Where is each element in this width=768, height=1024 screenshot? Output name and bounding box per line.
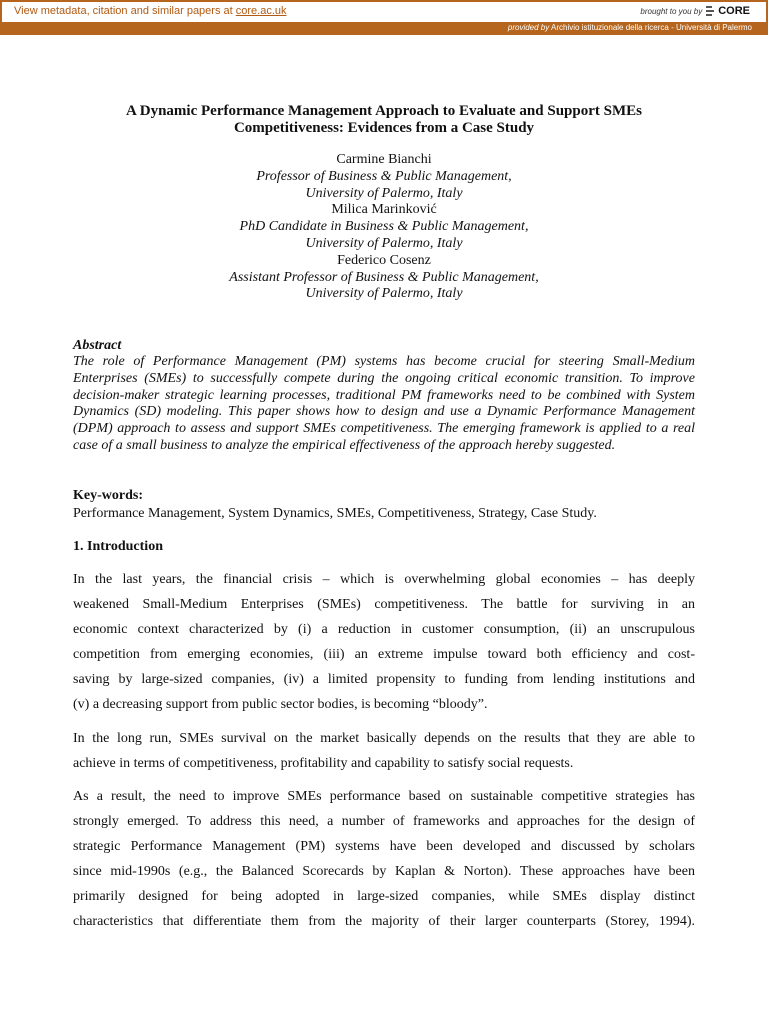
text-line: competition from emerging economies, (iii) an extreme impulse toward both efficiency and cost-	[73, 647, 695, 662]
paragraph-2	[73, 726, 695, 776]
text-line: strategic Performance Management (PM) systems have been developed and discussed by scholars	[73, 839, 695, 854]
author-role: PhD Candidate in Business & Public Management,	[239, 219, 529, 235]
title-line-1: A Dynamic Performance Management Approach to Evaluate and Support SMEs	[126, 103, 642, 119]
author-affiliation: University of Palermo, Italy	[305, 185, 463, 201]
text-line: weakened Small-Medium Enterprises (SMEs) competitiveness. The battle for surviving in an	[73, 597, 695, 612]
author-role: Professor of Business & Public Management,	[256, 168, 512, 184]
abstract-text: The role of Performance Management (PM) systems has become crucial for steering Small-Medium Enterprises (SMEs) to successfully compete during the ongoing critical economic transition. To improve decision-maker strategic learning processes, traditional PM frameworks need to be combined with System Dynamics (SD) modeling. This paper shows how to design and use a Dynamic Performance Management (DPM) approach to assess and support SMEs competitiveness. The emerging framework is applied to a real case of a small business to analyze the empirical effectiveness of the approach hereby suggested.	[73, 354, 695, 453]
core-link[interactable]: core.ac.uk	[235, 5, 287, 17]
text-line: economic context characterized by (i) a reduction in customer consumption, (ii) an unscrupulous	[73, 622, 695, 637]
core-brought-by[interactable]	[640, 5, 750, 17]
core-banner	[0, 0, 768, 22]
author-role: Assistant Professor of Business & Public Management,	[229, 269, 539, 285]
text-line: saving by large-sized companies, (iv) a limited propensity to funding from lending institutions and	[73, 672, 695, 687]
provided-by-text[interactable]	[508, 23, 752, 32]
text-line: achieve in terms of competitiveness, profitability and capability to satisfy social requests.	[73, 756, 574, 771]
core-provided-bar	[0, 22, 768, 35]
text-line: In the last years, the financial crisis – which is overwhelming global economies – has deeply	[73, 572, 695, 587]
text-line: As a result, the need to improve SMEs performance based on sustainable competitive strategies has	[73, 789, 695, 804]
author-block	[60, 152, 708, 303]
abstract-heading: Abstract	[73, 338, 122, 353]
section-heading: 1. Introduction	[73, 539, 163, 554]
metadata-prefix: View metadata, citation and similar papers at	[14, 5, 236, 17]
keywords-heading: Key-words:	[73, 488, 143, 503]
paper-title	[60, 103, 708, 137]
author-affiliation: University of Palermo, Italy	[305, 235, 463, 251]
author-affiliation: University of Palermo, Italy	[305, 286, 463, 302]
keywords-text: Performance Management, System Dynamics, SMEs, Competitiveness, Strategy, Case Study.	[73, 506, 597, 521]
core-logo-icon	[705, 5, 715, 17]
text-line: characteristics that differentiate them from the majority of their larger counterparts (Storey, 1994).	[73, 914, 695, 929]
brought-to-you-label: brought to you by	[640, 6, 703, 16]
author-name: Milica Marinković	[331, 202, 437, 218]
title-line-2: Competitiveness: Evidences from a Case Study	[233, 120, 535, 136]
provided-by-label: provided by	[507, 23, 550, 32]
text-line: (v) a decreasing support from public sector bodies, is becoming “bloody”.	[73, 697, 488, 712]
paragraph-3	[73, 784, 695, 934]
core-metadata-text	[14, 5, 287, 17]
text-line: primarily designed for being adopted in large-sized companies, while SMEs display distinct	[73, 889, 695, 904]
author-name: Carmine Bianchi	[336, 152, 432, 167]
paragraph-1	[73, 567, 695, 717]
core-logo-text: CORE	[718, 5, 750, 17]
text-line: strongly emerged. To address this need, a number of frameworks and approaches for the design of	[73, 814, 695, 829]
text-line: In the long run, SMEs survival on the market basically depends on the results that they are able to	[73, 731, 695, 746]
author-name: Federico Cosenz	[337, 252, 431, 268]
provided-by-source: Archivio istituzionale della ricerca - Università di Palermo	[551, 23, 752, 32]
text-line: since mid-1990s (e.g., the Balanced Scorecards by Kaplan & Norton). These approaches have been	[73, 864, 695, 879]
